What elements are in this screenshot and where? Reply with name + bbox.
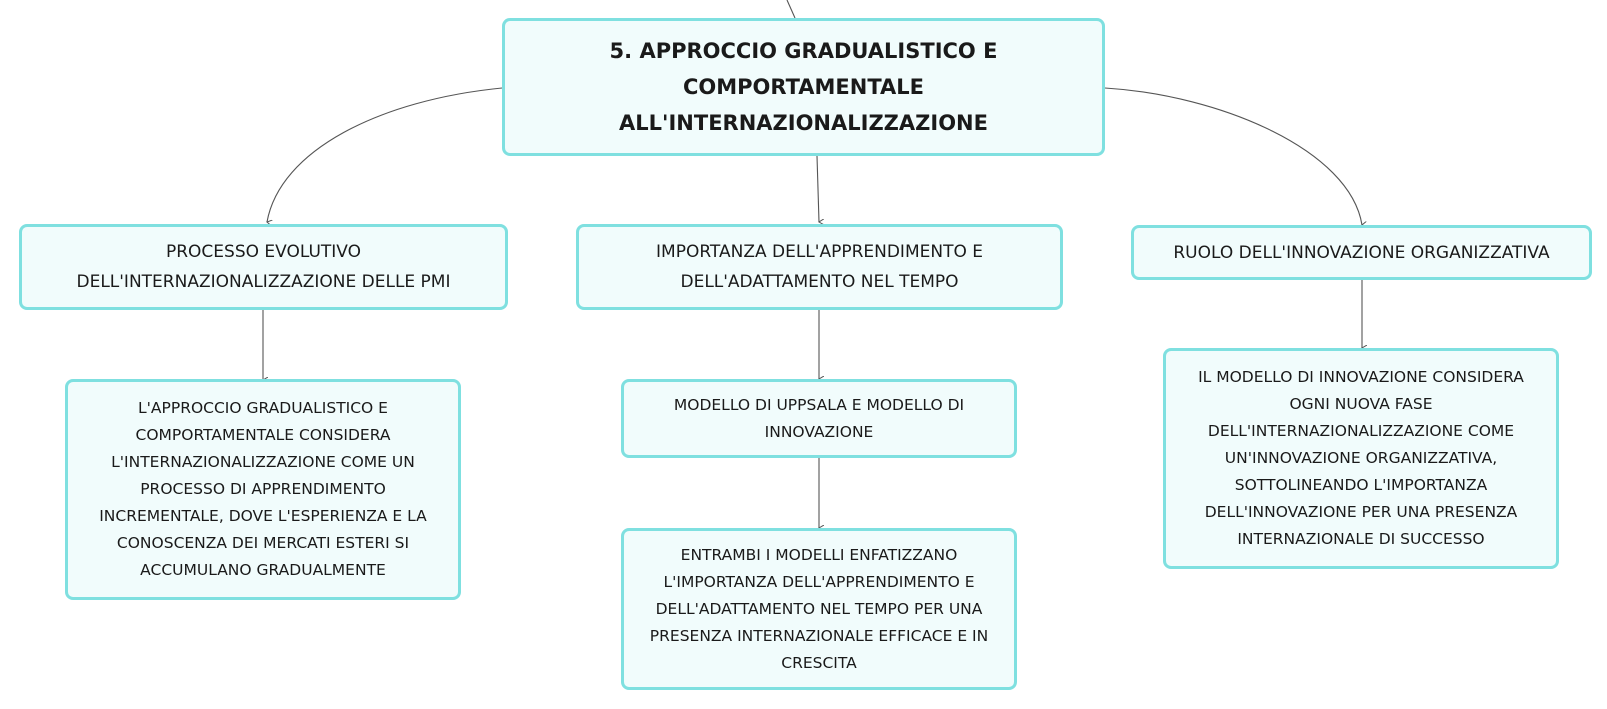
connector-root-to-branch-1 <box>267 88 502 222</box>
branch-title: PROCESSO EVOLUTIVO DELL'INTERNAZIONALIZZAZIONE DELLE PMI <box>76 242 451 292</box>
subtopic-approccio-gradualistico[interactable] <box>65 379 461 600</box>
root-topic-text: 5. APPROCCIO GRADUALISTICO E COMPORTAMENTALE ALL'INTERNAZIONALIZZAZIONE <box>609 39 998 135</box>
subtopic-modello-uppsala[interactable] <box>621 379 1017 458</box>
branch-title: IMPORTANZA DELL'APPRENDIMENTO E DELL'ADATTAMENTO NEL TEMPO <box>656 242 983 292</box>
connector-root-to-branch-3 <box>1105 88 1362 225</box>
subtopic-text: MODELLO DI UPPSALA E MODELLO DI INNOVAZIONE <box>673 395 965 441</box>
subtopic-modello-innovazione[interactable] <box>1163 348 1559 569</box>
connector-root-to-branch-2 <box>817 156 819 222</box>
branch-title: RUOLO DELL'INNOVAZIONE ORGANIZZATIVA <box>1173 242 1550 263</box>
subtopic-text: IL MODELLO DI INNOVAZIONE CONSIDERA OGNI NUOVA FASE DELL'INTERNAZIONALIZZAZIONE COME UN'INNOVAZIONE ORGANIZZATIVA, SOTTOLINEANDO L'IMPORTANZA DELL'INNOVAZIONE PER UNA PRESENZA INTERNAZIONALE DI SUCCESSO <box>1198 368 1524 548</box>
branch-importanza-apprendimento[interactable] <box>576 224 1063 310</box>
branch-ruolo-innovazione[interactable] <box>1131 225 1592 280</box>
subtopic-entrambi-modelli[interactable] <box>621 528 1017 690</box>
subtopic-text: L'APPROCCIO GRADUALISTICO E COMPORTAMENTALE CONSIDERA L'INTERNAZIONALIZZAZIONE COME UN PROCESSO DI APPRENDIMENTO INCREMENTALE, DOVE L'ESPERIENZA E LA CONOSCENZA DEI MERCATI ESTERI SI ACCUMULANO GRADUALMENTE <box>99 399 427 579</box>
root-topic-node[interactable] <box>502 18 1105 156</box>
connector-parent-to-root <box>787 0 795 18</box>
branch-processo-evolutivo[interactable] <box>19 224 508 310</box>
subtopic-text: ENTRAMBI I MODELLI ENFATIZZANO L'IMPORTANZA DELL'APPRENDIMENTO E DELL'ADATTAMENTO NEL TEMPO PER UNA PRESENZA INTERNAZIONALE EFFICACE E IN CRESCITA <box>649 545 989 672</box>
